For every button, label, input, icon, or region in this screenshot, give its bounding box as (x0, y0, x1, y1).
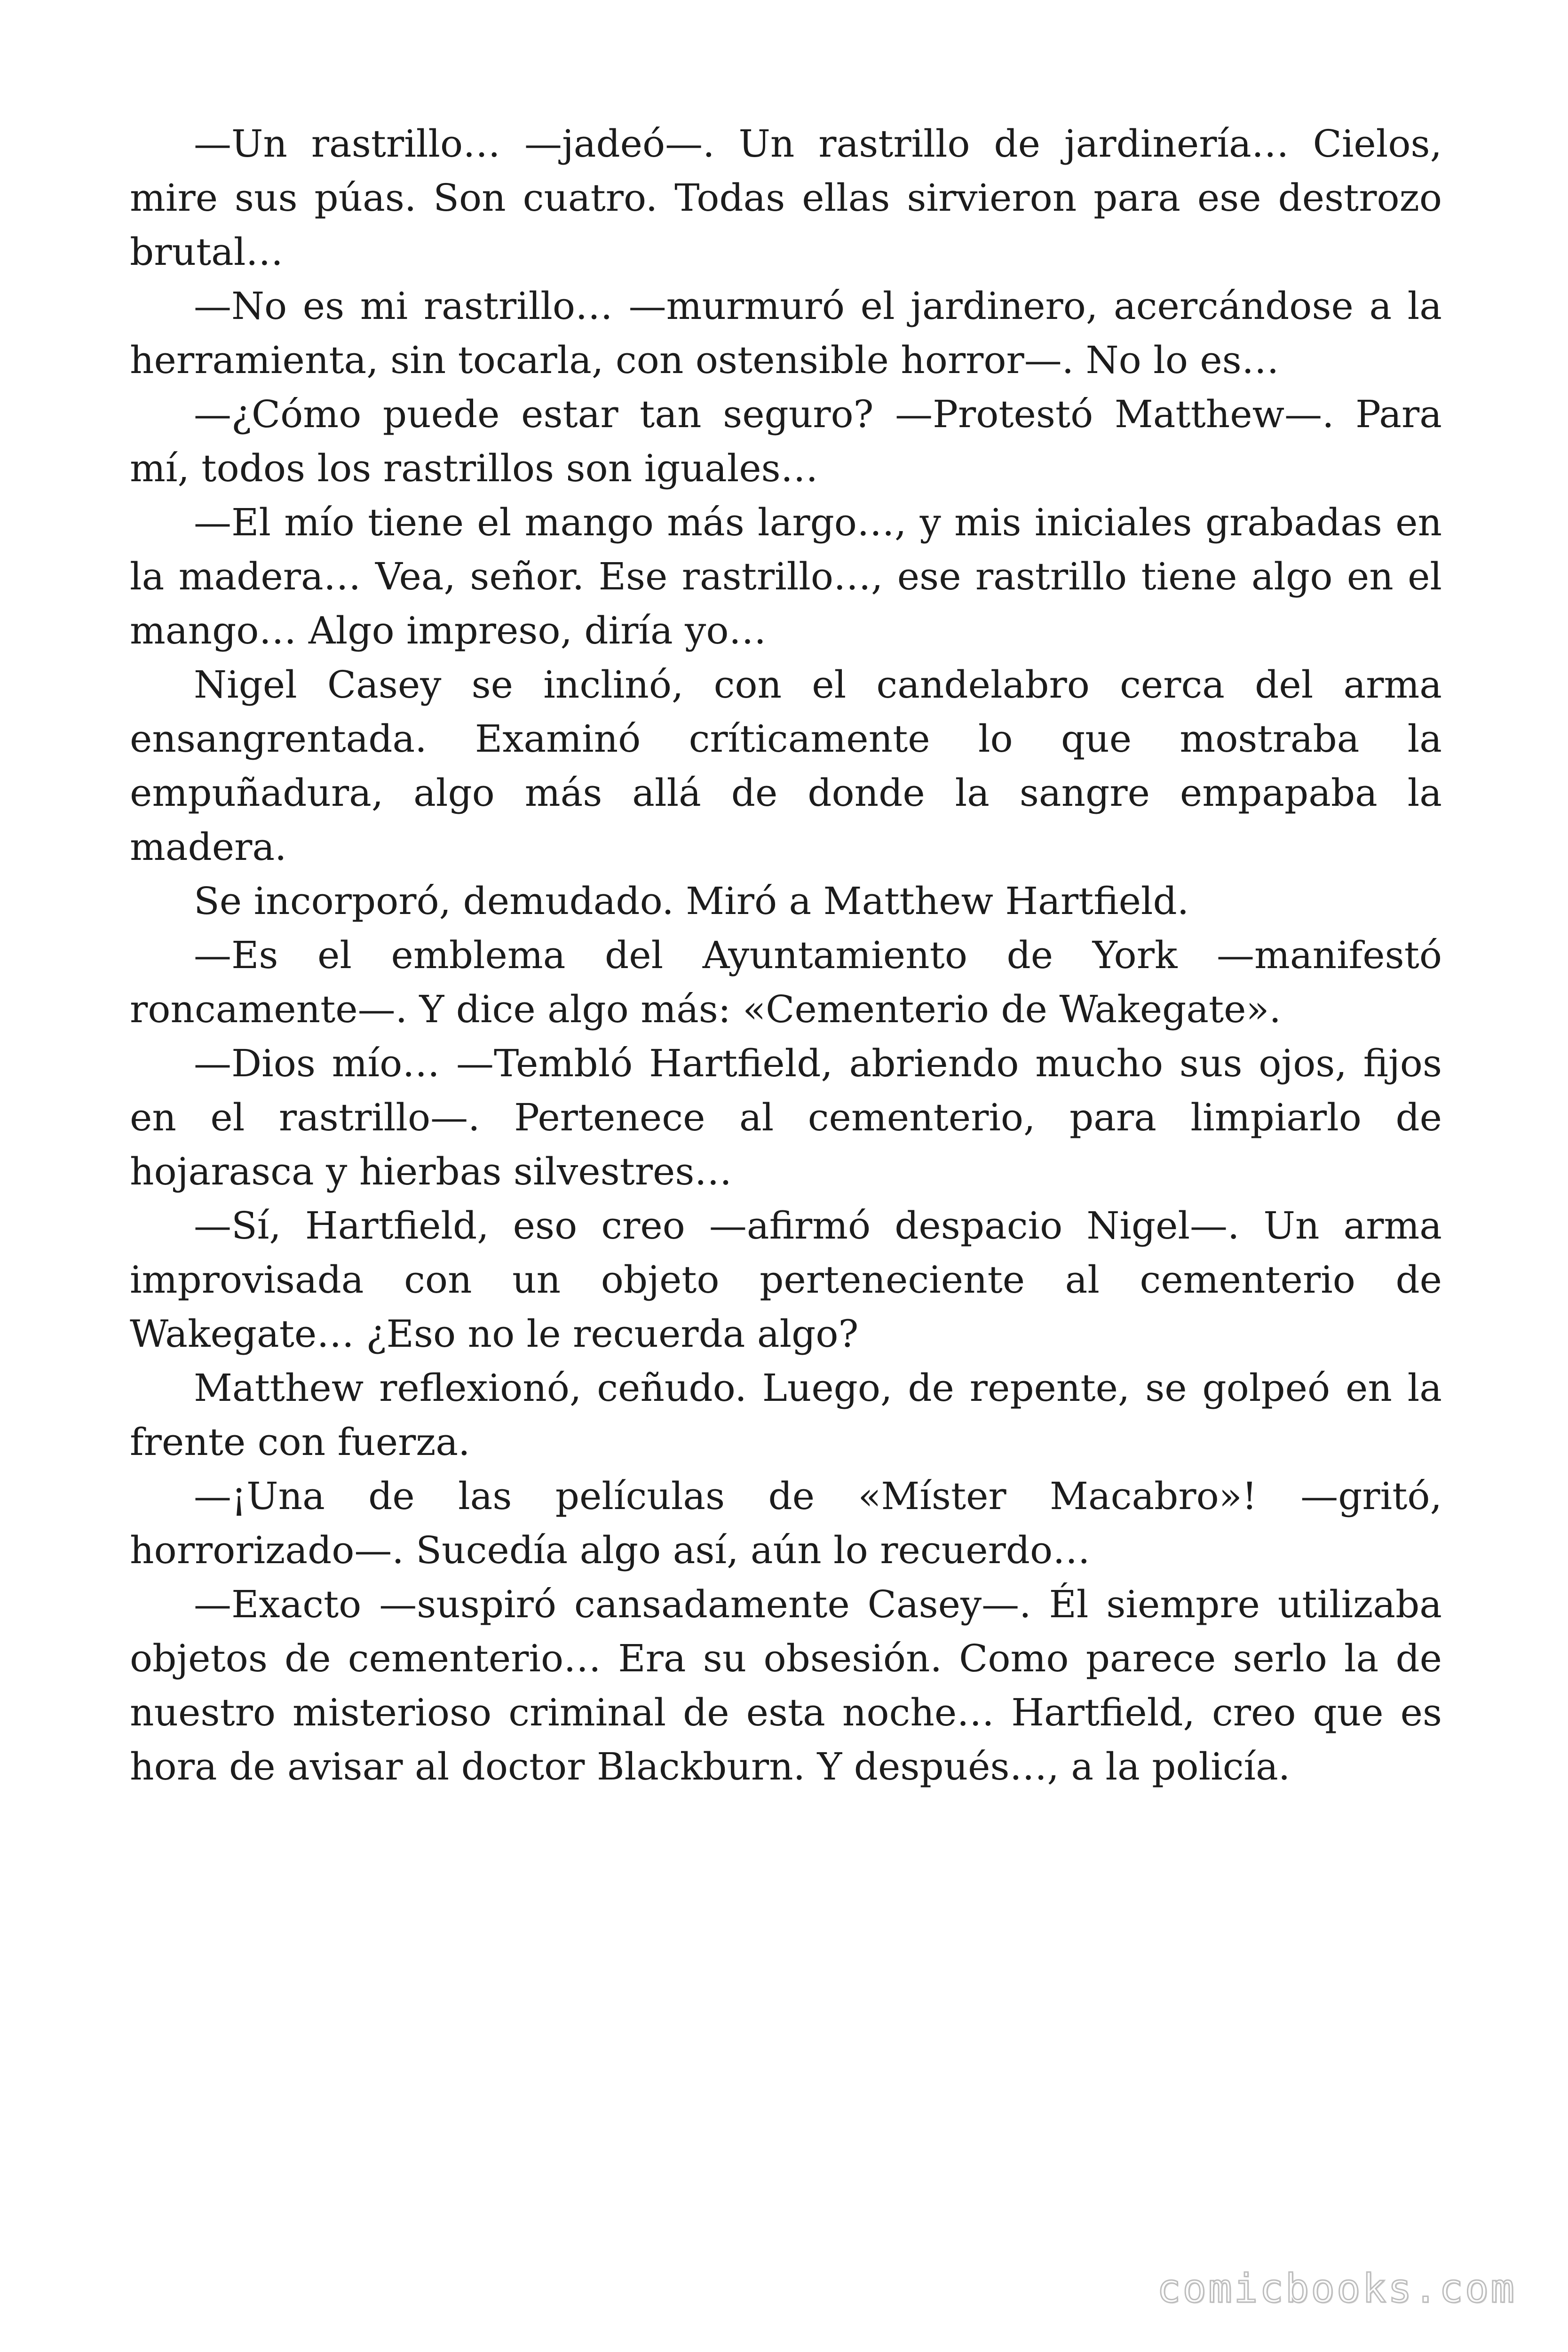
paragraph: —Es el emblema del Ayuntamiento de York —manifestó roncamente—. Y dice algo más: «Cementerio de Wakegate». (130, 933, 1442, 1031)
watermark: comicbooks.com (1156, 2265, 1516, 2312)
paragraph: Nigel Casey se inclinó, con el candelabro cerca del arma ensangrentada. Examinó críticamente lo que mostraba la empuñadura, algo más allá de donde la sangre empapaba la madera. (130, 663, 1442, 869)
paragraph: —Dios mío… —Tembló Hartfield, abriendo mucho sus ojos, fijos en el rastrillo—. Pertenece al cementerio, para limpiarlo de hojarasca y hierbas silvestres… (130, 1041, 1442, 1193)
paragraph: —El mío tiene el mango más largo…, y mis iniciales grabadas en la madera… Vea, señor. Ese rastrillo…, ese rastrillo tiene algo en el mango… Algo impreso, diría yo… (130, 501, 1442, 652)
paragraph: Se incorporó, demudado. Miró a Matthew Hartfield. (194, 879, 1189, 923)
paragraph: —¿Cómo puede estar tan seguro? —Protestó Matthew—. Para mí, todos los rastrillos son iguales… (130, 392, 1442, 490)
paragraph: —Exacto —suspiró cansadamente Casey—. Él siempre utilizaba objetos de cementerio… Era su obsesión. Como parece serlo la de nuestro misterioso criminal de esta noche… Hartfield, creo que es hora de avisar al doctor Blackburn. Y después…, a la policía. (130, 1582, 1442, 1788)
body-text (130, 117, 1442, 1794)
paragraph: —Sí, Hartfield, eso creo —afirmó despacio Nigel—. Un arma improvisada con un objeto perteneciente al cementerio de Wakegate… ¿Eso no le recuerda algo? (130, 1204, 1442, 1356)
paragraph: —Un rastrillo… —jadeó—. Un rastrillo de jardinería… Cielos, mire sus púas. Son cuatro. Todas ellas sirvieron para ese destrozo brutal… (130, 122, 1442, 274)
paragraph: —No es mi rastrillo… —murmuró el jardinero, acercándose a la herramienta, sin tocarla, con ostensible horror—. No lo es… (130, 284, 1442, 382)
paragraph: Matthew reflexionó, ceñudo. Luego, de repente, se golpeó en la frente con fuerza. (130, 1366, 1442, 1464)
paragraph: —¡Una de las películas de «Míster Macabro»! —gritó, horrorizado—. Sucedía algo así, aún lo recuerdo… (130, 1474, 1442, 1572)
